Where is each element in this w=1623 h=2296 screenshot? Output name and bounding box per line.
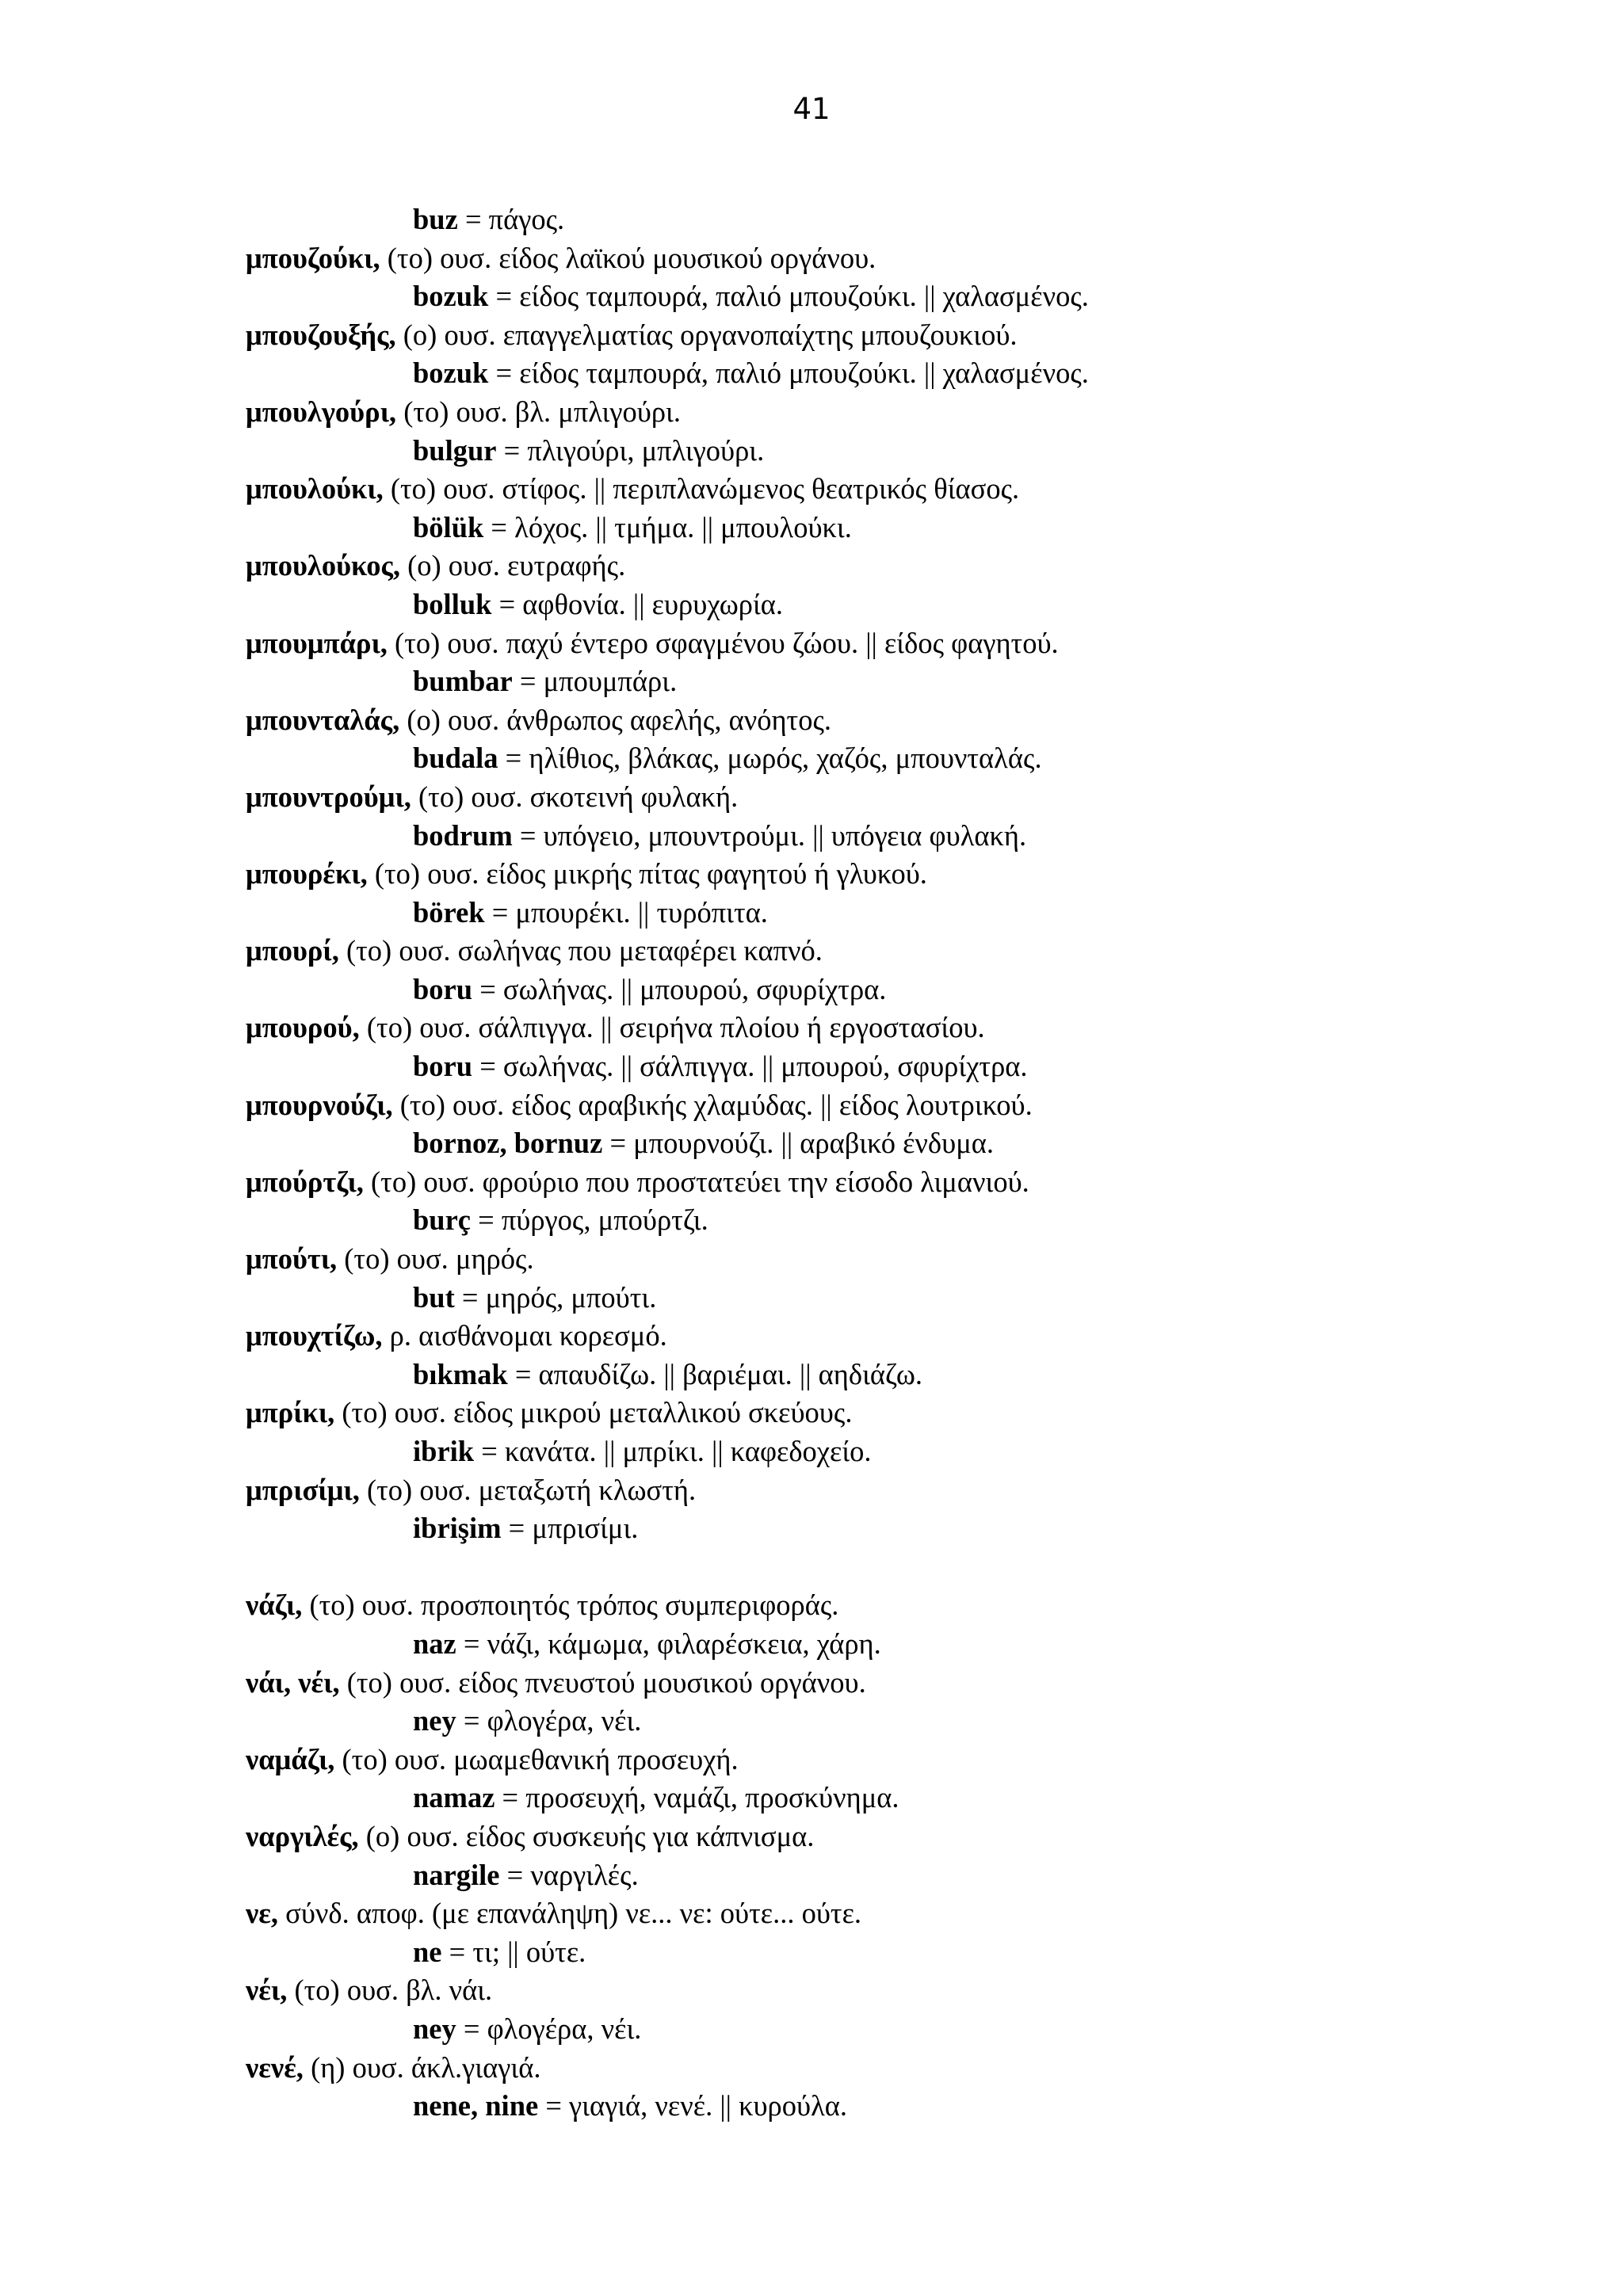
headword-definition: (το) ουσ. βλ. μπλιγούρι. [396, 395, 681, 428]
headword-entry [246, 932, 1482, 971]
headword-entry [246, 1741, 1482, 1779]
etymology-line [246, 739, 1482, 778]
headword: ναργιλές, [246, 1819, 359, 1852]
headword: νάζι, [246, 1589, 303, 1622]
headword: μπουλούκι, [246, 472, 384, 505]
headword-entry [246, 1817, 1482, 1856]
section-gap [246, 1548, 1482, 1587]
etymology-line [246, 894, 1482, 933]
source-word: bozuk [413, 357, 489, 390]
headword-entry [246, 393, 1482, 432]
headword: μπουλούκος, [246, 549, 400, 582]
etymology-line [246, 1856, 1482, 1895]
etymology-line [246, 432, 1482, 471]
source-word: bodrum [413, 818, 513, 852]
source-word-meaning: = φλογέρα, νέι. [456, 2012, 642, 2045]
etymology-line [246, 1047, 1482, 1086]
headword-entry [246, 2049, 1482, 2088]
source-word: ibrişim [413, 1512, 502, 1545]
headword-definition: (το) ουσ. φρούριο που προστατεύει την είσοδο λιμανιού. [363, 1165, 1029, 1198]
etymology-line [246, 1779, 1482, 1817]
headword: μπουντρούμι, [246, 780, 411, 813]
headword: μπούρτζι, [246, 1165, 364, 1198]
headword: μπουρνούζι, [246, 1088, 393, 1121]
source-word: boru [413, 972, 473, 1005]
headword: μπουλγούρι, [246, 395, 397, 428]
headword-definition: (το) ουσ. βλ. νάι. [287, 1974, 493, 2007]
headword-entry [246, 316, 1482, 355]
source-word: ney [413, 1704, 456, 1737]
dictionary-entries [246, 200, 1482, 2126]
headword-definition: (το) ουσ. είδος μικρής πίτας φαγητού ή γλυκού. [367, 857, 927, 891]
headword-definition: (το) ουσ. μηρός. [337, 1242, 534, 1276]
source-word-meaning: = είδος ταμπουρά, παλιό μπουζούκι. || χαλασμένος. [488, 280, 1089, 313]
source-word: bolluk [413, 587, 492, 620]
source-word-meaning: = απαυδίζω. || βαριέμαι. || αηδιάζω. [507, 1357, 922, 1390]
source-word: buz [413, 203, 458, 235]
etymology-line [246, 509, 1482, 547]
headword-entry [246, 239, 1482, 278]
etymology-line [246, 2087, 1482, 2126]
headword-definition: (το) ουσ. είδος πνευστού μουσικού οργάνου. [339, 1665, 866, 1699]
headword: νάι, νέι, [246, 1665, 340, 1699]
headword-definition: (το) ουσ. είδος λαϊκού μουσικού οργάνου. [380, 241, 876, 274]
etymology-line [246, 971, 1482, 1009]
headword-entry [246, 1664, 1482, 1703]
source-word-meaning: = λόχος. || τμήμα. || μπουλούκι. [483, 510, 852, 543]
headword-entry [246, 547, 1482, 585]
headword-entry [246, 1086, 1482, 1125]
source-word: bozuk [413, 280, 489, 313]
headword-definition: ρ. αισθάνομαι κορεσμό. [382, 1319, 667, 1352]
headword: μπουρού, [246, 1011, 360, 1044]
etymology-line [246, 1356, 1482, 1394]
page-number: 41 [792, 92, 831, 126]
headword-definition: (το) ουσ. είδος αραβικής χλαμύδας. || είδος λουτρικού. [392, 1088, 1033, 1121]
headword-entry [246, 1163, 1482, 1202]
source-word-meaning: = σωλήνας. || σάλπιγγα. || μπουρού, σφυρίχτρα. [472, 1050, 1028, 1083]
source-word: ney [413, 2012, 456, 2045]
headword-definition: σύνδ. αποφ. (με επανάληψη) νε... νε: ούτε... ούτε. [278, 1897, 862, 1930]
source-word-meaning: = σωλήνας. || μπουρού, σφυρίχτρα. [472, 972, 887, 1005]
source-word-meaning: = ηλίθιος, βλάκας, μωρός, χαζός, μπουνταλάς. [498, 742, 1042, 775]
source-word: but [413, 1280, 455, 1314]
source-word-meaning: = προσευχή, ναμάζι, προσκύνημα. [495, 1781, 899, 1814]
source-word-meaning: = μηρός, μπούτι. [454, 1280, 657, 1314]
headword: μπουρί, [246, 934, 339, 967]
headword: νέι, [246, 1974, 288, 2007]
headword-definition: (ο) ουσ. άνθρωπος αφελής, ανόητος. [399, 703, 832, 736]
headword: μπουζουξής, [246, 318, 396, 351]
source-word-meaning: = είδος ταμπουρά, παλιό μπουζούκι. || χαλασμένος. [488, 357, 1089, 390]
etymology-line [246, 1124, 1482, 1163]
headword-definition: (το) ουσ. είδος μικρού μεταλλικού σκεύους. [334, 1396, 853, 1429]
etymology-line [246, 817, 1482, 856]
headword: μπουζούκι, [246, 241, 380, 274]
headword-definition: (το) ουσ. παχύ έντερο σφαγμένου ζώου. || είδος φαγητού. [387, 626, 1059, 659]
headword: μπουρέκι, [246, 857, 368, 891]
headword-entry [246, 624, 1482, 663]
source-word-meaning: = μπουρέκι. || τυρόπιτα. [484, 895, 768, 929]
headword-entry [246, 1894, 1482, 1933]
source-word: namaz [413, 1781, 495, 1814]
source-word: boru [413, 1050, 473, 1083]
source-word-meaning: = νάζι, κάμωμα, φιλαρέσκεια, χάρη. [456, 1627, 881, 1660]
etymology-line [246, 1279, 1482, 1318]
source-word: nene, nine [413, 2089, 539, 2122]
headword-entry [246, 1240, 1482, 1279]
headword-entry [246, 855, 1482, 894]
source-word-meaning: = πύργος, μπούρτζι. [471, 1203, 708, 1237]
source-word: börek [413, 895, 485, 929]
headword-definition: (το) ουσ. μωαμεθανική προσευχή. [334, 1742, 739, 1775]
etymology-line [246, 1201, 1482, 1240]
headword-entry [246, 470, 1482, 509]
headword: μπουμπάρι, [246, 626, 388, 659]
source-word-meaning: = πλιγούρι, μπλιγούρι. [496, 433, 765, 467]
etymology-line [246, 277, 1482, 316]
source-word-meaning: = υπόγειο, μπουντρούμι. || υπόγεια φυλακή. [512, 818, 1027, 852]
source-word-meaning: = μπουμπάρι. [512, 665, 678, 698]
headword: μπουχτίζω, [246, 1319, 383, 1352]
source-word: naz [413, 1627, 456, 1660]
source-word-meaning: = μπουρνούζι. || αραβικό ένδυμα. [602, 1127, 995, 1160]
source-word: ne [413, 1935, 442, 1968]
source-word: ibrik [413, 1435, 475, 1467]
etymology-line [246, 585, 1482, 624]
headword-definition: (ο) ουσ. είδος συσκευής για κάπνισμα. [358, 1819, 815, 1852]
headword-entry [246, 778, 1482, 817]
etymology-line [246, 1432, 1482, 1471]
etymology-line [246, 354, 1482, 393]
headword-entry [246, 1009, 1482, 1047]
etymology-line [246, 2010, 1482, 2049]
source-word: bumbar [413, 665, 513, 698]
etymology-line [246, 200, 1482, 239]
headword: νενέ, [246, 2050, 304, 2084]
headword: μπρισίμι, [246, 1473, 360, 1506]
etymology-line [246, 1933, 1482, 1972]
headword-definition: (το) ουσ. μεταξωτή κλωστή. [359, 1473, 697, 1506]
headword-entry [246, 1586, 1482, 1625]
etymology-line [246, 662, 1482, 701]
headword-definition: (το) ουσ. στίφος. || περιπλανώμενος θεατρικός θίασος. [383, 472, 1020, 505]
headword-entry [246, 1471, 1482, 1510]
source-word-meaning: = κανάτα. || μπρίκι. || καφεδοχείο. [474, 1435, 872, 1467]
etymology-line [246, 1702, 1482, 1741]
headword: νε, [246, 1897, 279, 1930]
source-word: bornoz, bornuz [413, 1127, 603, 1160]
source-word-meaning: = τι; || ούτε. [441, 1935, 586, 1968]
headword-entry [246, 1394, 1482, 1432]
headword-entry [246, 1317, 1482, 1356]
source-word: bölük [413, 510, 484, 543]
headword-definition: (το) ουσ. προσποιητός τρόπος συμπεριφοράς. [302, 1589, 839, 1622]
source-word: bıkmak [413, 1357, 508, 1390]
source-word-meaning: = αφθονία. || ευρυχωρία. [491, 587, 784, 620]
headword-entry [246, 1971, 1482, 2010]
source-word-meaning: = πάγος. [457, 203, 565, 235]
headword: μπούτι, [246, 1242, 338, 1276]
headword-definition: (ο) ουσ. επαγγελματίας οργανοπαίχτης μπουζουκιού. [395, 318, 1018, 351]
source-word: budala [413, 742, 498, 775]
headword: ναμάζι, [246, 1742, 335, 1775]
source-word-meaning: = γιαγιά, νενέ. || κυρούλα. [538, 2089, 848, 2122]
headword-definition: (το) ουσ. σκοτεινή φυλακή. [411, 780, 739, 813]
etymology-line [246, 1509, 1482, 1548]
headword-definition: (ο) ουσ. ευτραφής. [400, 549, 626, 582]
headword: μπρίκι, [246, 1396, 335, 1429]
headword-definition: (το) ουσ. σάλπιγγα. || σειρήνα πλοίου ή εργοστασίου. [359, 1011, 985, 1044]
headword-entry [246, 701, 1482, 740]
headword: μπουνταλάς, [246, 703, 400, 736]
source-word-meaning: = ναργιλές. [499, 1858, 639, 1891]
headword-definition: (το) ουσ. σωλήνας που μεταφέρει καπνό. [338, 934, 823, 967]
etymology-line [246, 1625, 1482, 1664]
source-word: nargile [413, 1858, 500, 1891]
source-word-meaning: = μπρισίμι. [501, 1512, 639, 1545]
source-word: burç [413, 1203, 471, 1237]
source-word: bulgur [413, 433, 497, 467]
headword-definition: (η) ουσ. άκλ.γιαγιά. [303, 2050, 541, 2084]
source-word-meaning: = φλογέρα, νέι. [456, 1704, 642, 1737]
